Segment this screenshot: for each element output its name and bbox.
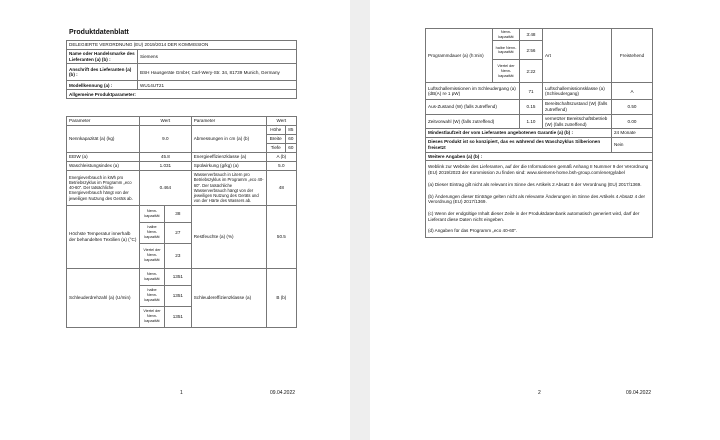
regulation-title: DELEGIERTE VERORDNUNG (EU) 2019/2014 DER KOMMISSION — [67, 41, 297, 50]
noise-class-label: Luftschallemissionsklasse (a) (Schleudergang) — [543, 83, 612, 100]
sub-label-viertel: Viertel der Nenn-kapazität — [140, 243, 165, 268]
spin-speed-value: 1351 — [165, 306, 192, 327]
document-page-1 — [0, 0, 350, 440]
dim-label: Tiefe — [266, 144, 285, 153]
duration-value: 3:48 — [520, 29, 543, 41]
dim-label: Höhe — [266, 126, 285, 135]
duration-value: 2:22 — [520, 60, 543, 83]
network-standby-label: vernetzter Bereitschaftsbetrieb (W) (falls zutreffend) — [543, 114, 612, 128]
temperature-label: Höchste Temperatur innerhalb der behandelten Textilien (a) (°C) — [67, 205, 140, 268]
spin-speed-label: Schleuderdrehzahl (a) (U/min) — [67, 268, 140, 327]
art-label: Art — [543, 29, 612, 83]
dim-value: 60 — [285, 144, 296, 153]
page-number: 2 — [538, 390, 541, 396]
spin-class-value: B (b) — [266, 268, 296, 327]
product-table-header — [66, 40, 297, 99]
document-page-2 — [370, 0, 720, 440]
energy-consumption-label: Energieverbrauch in kWh pro Betriebszyklus im Programm „eco 40-60“. Der tatsächliche Energieverbrauch hängt von der jeweiligen Nutzung des Geräts ab. — [67, 171, 140, 206]
duration-label: Programmdauer (a) (h:min) — [426, 29, 493, 83]
off-mode-value: 0.15 — [520, 100, 543, 114]
water-consumption-label: Wasserverbrauch in Litern pro Betriebszyklus im Programm „eco 40-60“. Der tatsächliche Wasserverbrauch hängt von der jeweiligen Nutzung des Geräts und von der Härte des Wassers ab. — [191, 171, 266, 206]
wash-index-label: Waschleistungsindex (a) — [67, 162, 140, 171]
footnote-b: (b) Änderungen dieser Einträge gelten nicht als relevante Änderungen im Sinne des Artikels 4 Absatz 4 der Verordnung (EU) 2017/1369. — [428, 193, 646, 205]
sub-label-halb: halbe Nenn-kapazität — [140, 222, 165, 243]
further-info-heading: Weitere Angaben (a) (b) : — [426, 152, 653, 161]
silver-ions-value: Nein — [612, 138, 653, 152]
page-number: 1 — [180, 390, 183, 396]
page-title: Produktdatenblatt — [69, 29, 129, 36]
temperature-value: 27 — [165, 222, 192, 243]
temperature-value: 23 — [165, 243, 192, 268]
wash-index-value: 1.031 — [140, 162, 192, 171]
footnote-c: (c) Wenn der endgültige Inhalt dieser Zeile in der Produktdatenbank automatisch generiert wird, darf der Lieferant diese Daten nicht eingeben. — [428, 211, 640, 222]
sub-label-nenn: Nenn-kapazität — [140, 205, 165, 222]
noise-label: Luftschallemissionen im Schleudergang (a) (dB(A) re 1 pW) — [426, 83, 520, 100]
product-params-table — [66, 116, 297, 328]
rinse-label: Spülwirkung (g/kg) (a) — [191, 162, 266, 171]
sub-label-nenn: Nenn-kapazität — [140, 268, 165, 285]
address-value: BSH Hausgeräte GmbH; Carl-Wery-Str. 34, 81739 Munich, Germany — [138, 64, 297, 81]
dim-value: 85 — [285, 126, 296, 135]
dimensions-label: Abmessungen in cm (a) (b) — [191, 126, 266, 153]
brand-value: Siemens — [138, 50, 297, 64]
dim-label: Breite — [266, 135, 285, 144]
moisture-value: 50.5 — [266, 205, 296, 268]
address-label: Anschrift des Lieferanten (a) (b) : — [67, 64, 138, 81]
page-date: 09.04.2022 — [626, 390, 652, 396]
sub-label-viertel: Viertel der Nenn-kapazität — [140, 306, 165, 327]
further-info-body — [426, 161, 653, 238]
energy-class-value: A (b) — [266, 153, 296, 162]
sub-label-viertel: Viertel der Nenn-kapazität — [493, 60, 520, 83]
sub-label-nenn: Nenn-kapazität — [493, 29, 520, 41]
page-date: 09.04.2022 — [270, 390, 296, 396]
column-header: Wert — [140, 117, 192, 126]
brand-label: Name oder Handelsmarke des Lieferanten (a) (b) : — [67, 50, 138, 64]
off-mode-label: Aus-Zustand (W) (falls zutreffend) — [426, 100, 520, 114]
sub-label-halb: halbe Nenn-kapazität — [140, 285, 165, 306]
delay-start-value: 1.10 — [520, 114, 543, 128]
standby-value: 0.50 — [612, 100, 653, 114]
temperature-value: 38 — [165, 205, 192, 222]
model-label: Modellkennung (a) : — [67, 81, 138, 90]
network-standby-value: 0.00 — [612, 114, 653, 128]
warranty-label: Mindestlaufzeit der vom Lieferanten angebotenen Garantie (a) (b) : — [426, 129, 612, 138]
dim-value: 60 — [285, 135, 296, 144]
moisture-label: Restfeuchte (a) (%) — [191, 205, 266, 268]
eei-label: EEIW (a) — [67, 153, 140, 162]
footnote-a: (a) Dieser Eintrag gilt nicht als relevant im Sinne des Artikels 2 Absatz 6 der Verordnung (EU) 2017/1369. — [428, 181, 642, 187]
eei-value: 45.8 — [140, 153, 192, 162]
energy-class-label: Energieeffizienzklasse (a) — [191, 153, 266, 162]
delay-start-label: Zeitvorwahl (W) (falls zutreffend) — [426, 114, 520, 128]
rinse-value: 5.0 — [266, 162, 296, 171]
noise-class-value: A — [612, 83, 653, 100]
general-params-heading: Allgemeine Produktparameter: — [67, 90, 297, 99]
capacity-value: 9.0 — [140, 126, 192, 153]
column-header: Wert — [266, 117, 296, 126]
sub-label-halb: halbe Nenn-kapazität — [493, 41, 520, 60]
weblink-text: Weblink zur Website des Lieferanten, auf der die Informationen gemäß Anhang II Nummer 9 der Verordnung (EU) 2019/2023 der Kommission zu finden sind: www.siemens-home.bsh-group.com/energylabel — [428, 164, 649, 176]
silver-ions-label: Dieses Produkt ist so konzipiert, das es während des Waschzyklus Silberionen freisetzt — [426, 138, 612, 152]
warranty-value: 24 Monate — [612, 129, 653, 138]
noise-value: 71 — [520, 83, 543, 100]
standby-label: Bereitschaftszustand (W) (falls zutreffend) — [543, 100, 612, 114]
footnote-d: (d) Angaben für das Programm „eco 40-60“. — [428, 228, 518, 234]
spin-class-label: Schleudereffizienzklasse (a) — [191, 268, 266, 327]
model-value: WU14UT21 — [138, 81, 297, 90]
art-value: Freistehend — [612, 29, 653, 83]
energy-consumption-value: 0.464 — [140, 171, 192, 206]
spin-speed-value: 1351 — [165, 285, 192, 306]
capacity-label: Nennkapazität (a) (kg) — [67, 126, 140, 153]
spin-speed-value: 1351 — [165, 268, 192, 285]
water-consumption-value: 48 — [266, 171, 296, 206]
column-header: Parameter — [67, 117, 140, 126]
product-params-table-2 — [425, 28, 653, 238]
duration-value: 2:56 — [520, 41, 543, 60]
column-header: Parameter — [191, 117, 266, 126]
